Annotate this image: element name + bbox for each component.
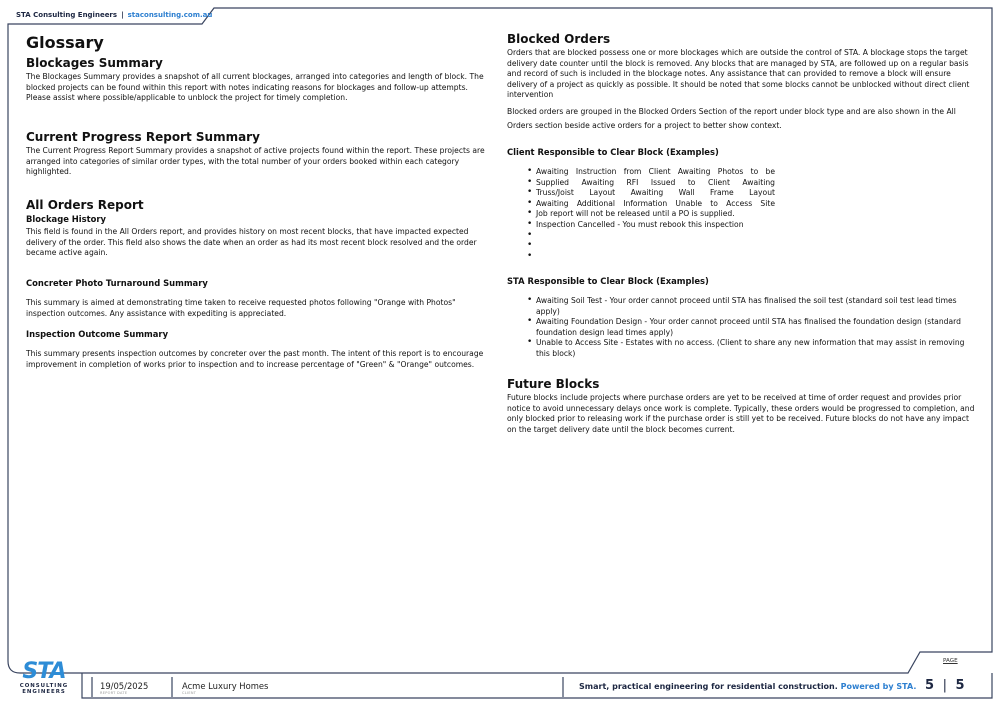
inspection-outcome-heading: Inspection Outcome Summary (26, 329, 169, 339)
powered-by-text: Powered by STA. (840, 682, 917, 691)
report-date: 19/05/2025 (100, 681, 149, 691)
all-orders-heading: All Orders Report (26, 198, 144, 212)
blockages-summary-text: The Blockages Summary provides a snapshot of all current blockages, arranged into categories and length of block. The blocked projects can be found within this report with notes indicating reasons for blockages and follow-up attempts. Please assist where possible/applicable to unblock the project for timely completion. (26, 72, 484, 103)
list-item (527, 241, 775, 252)
logo-subtitle-consulting: CONSULTING (19, 683, 69, 689)
page-separator: | (942, 678, 947, 693)
all-orders-section (26, 198, 494, 259)
inspection-outcome-section (26, 329, 494, 370)
sta-logo (18, 661, 70, 696)
logo-subtitle-engineers: ENGINEERS (22, 689, 66, 696)
page-label: PAGE (943, 658, 958, 664)
future-blocks-text: Future blocks include projects where purchase orders are yet to be received at time of order request and provides prior notice to avoid unnecessary delays once work is complete. Typically, these orders would be progressed to completion, and only blocked prior to releasing work if the purchase order is still yet to be received. Future blocks do not have any impact on the target delivery date until the block becomes current. (507, 393, 975, 434)
glossary-column (26, 33, 494, 369)
list-item: • Supplied Awaiting RFI Issued to Client Awaiting (527, 178, 775, 189)
client-name: Acme Luxury Homes (182, 681, 269, 691)
client-block-section (507, 147, 977, 262)
sta-block-section (507, 276, 977, 360)
blocked-orders-heading: Blocked Orders (507, 32, 611, 46)
concreter-photo-text: This summary is aimed at demonstrating time taken to receive requested photos following "Orange with Photos" inspection outcomes. Any assistance with expediting is appreciated. (26, 298, 456, 318)
blockages-summary-section (26, 56, 494, 104)
page-total: 5 (955, 678, 965, 693)
client-block-heading: Client Responsible to Clear Block (Examples) (507, 147, 719, 157)
report-date-label: REPORT DATE (100, 691, 128, 695)
header-separator: | (121, 11, 124, 19)
inspection-outcome-text: This summary presents inspection outcomes by concreter over the past month. The intent of this report is to encourage improvement in completion of works prior to inspection and to increase percentage of "Green" & "Orange" outcomes. (26, 349, 484, 369)
list-item: • Awaiting Soil Test - Your order cannot proceed until STA has finalised the soil test (standard soil test lead times apply) (527, 296, 977, 317)
list-item (527, 231, 775, 242)
sta-block-list (507, 296, 977, 360)
blocked-orders-text: Orders that are blocked possess one or more blockages which are outside the control of STA. A blockage stops the target delivery date counter until the block is removed. Any blocks that are managed by STA, are followed up on a regular basis and record of such is included in the blockage notes. Any assistance that can provided to remove a block will ensure delivery of a project as quickly as possible. It should be noted that some blocks cannot be unblocked without direct client intervention (507, 48, 970, 100)
header-bar (16, 11, 212, 19)
blocked-orders-grouping-text: Blocked orders are grouped in the Blocked Orders Section of the report under block type and are also shown in the All Orders section beside active orders for a project to better show context. (507, 106, 956, 130)
sta-block-heading: STA Responsible to Clear Block (Examples) (507, 276, 709, 286)
blockage-history-text: This field is found in the All Orders report, and provides history on most recent blocks, that have impacted expected delivery of the order. This field also shows the date when an order as had its most recent block resolved and the order became active again. (26, 227, 477, 258)
page-number (925, 678, 965, 693)
glossary-title: Glossary (26, 33, 104, 52)
website-link[interactable]: staconsulting.com.au (127, 11, 213, 19)
list-item: • Awaiting Foundation Design - Your order cannot proceed until STA has finalised the foundation design (standard foundation design lead times apply) (527, 317, 977, 338)
footer-tagline (579, 682, 916, 691)
company-name: STA Consulting Engineers (16, 11, 118, 19)
client-label: CLIENT (182, 691, 197, 695)
future-blocks-heading: Future Blocks (507, 377, 600, 391)
current-progress-heading: Current Progress Report Summary (26, 130, 260, 144)
future-blocks-section (507, 377, 977, 435)
list-item: • Unable to Access Site - Estates with no access. (Client to share any new information that may assist in removing this block) (527, 338, 977, 359)
blockage-history-heading: Blockage History (26, 214, 106, 224)
current-progress-section (26, 130, 494, 178)
list-item: • Awaiting Instruction from Client Awaiting Photos to be (527, 167, 775, 178)
list-item: • Truss/Joist Layout Awaiting Wall Frame Layout (527, 188, 775, 199)
list-item: • Awaiting Additional Information Unable to Access Site (527, 199, 775, 210)
list-item: • Inspection Cancelled - You must rebook this inspection (527, 220, 775, 231)
concreter-photo-section (26, 278, 494, 319)
page-current: 5 (925, 678, 935, 693)
blockages-summary-heading: Blockages Summary (26, 56, 163, 70)
list-item: • Job report will not be released until a PO is supplied. (527, 209, 775, 220)
list-item (527, 252, 775, 263)
logo-mark: STA (22, 659, 66, 684)
concreter-photo-heading: Concreter Photo Turnaround Summary (26, 278, 208, 288)
client-block-list (507, 167, 775, 262)
current-progress-text: The Current Progress Report Summary provides a snapshot of active projects found within the report. These projects are arranged into categories of similar order types, with the total number of your orders booked within each category highlighted. (26, 146, 485, 177)
blocked-orders-section (507, 32, 977, 133)
tagline-text: Smart, practical engineering for residential construction. (579, 682, 838, 691)
